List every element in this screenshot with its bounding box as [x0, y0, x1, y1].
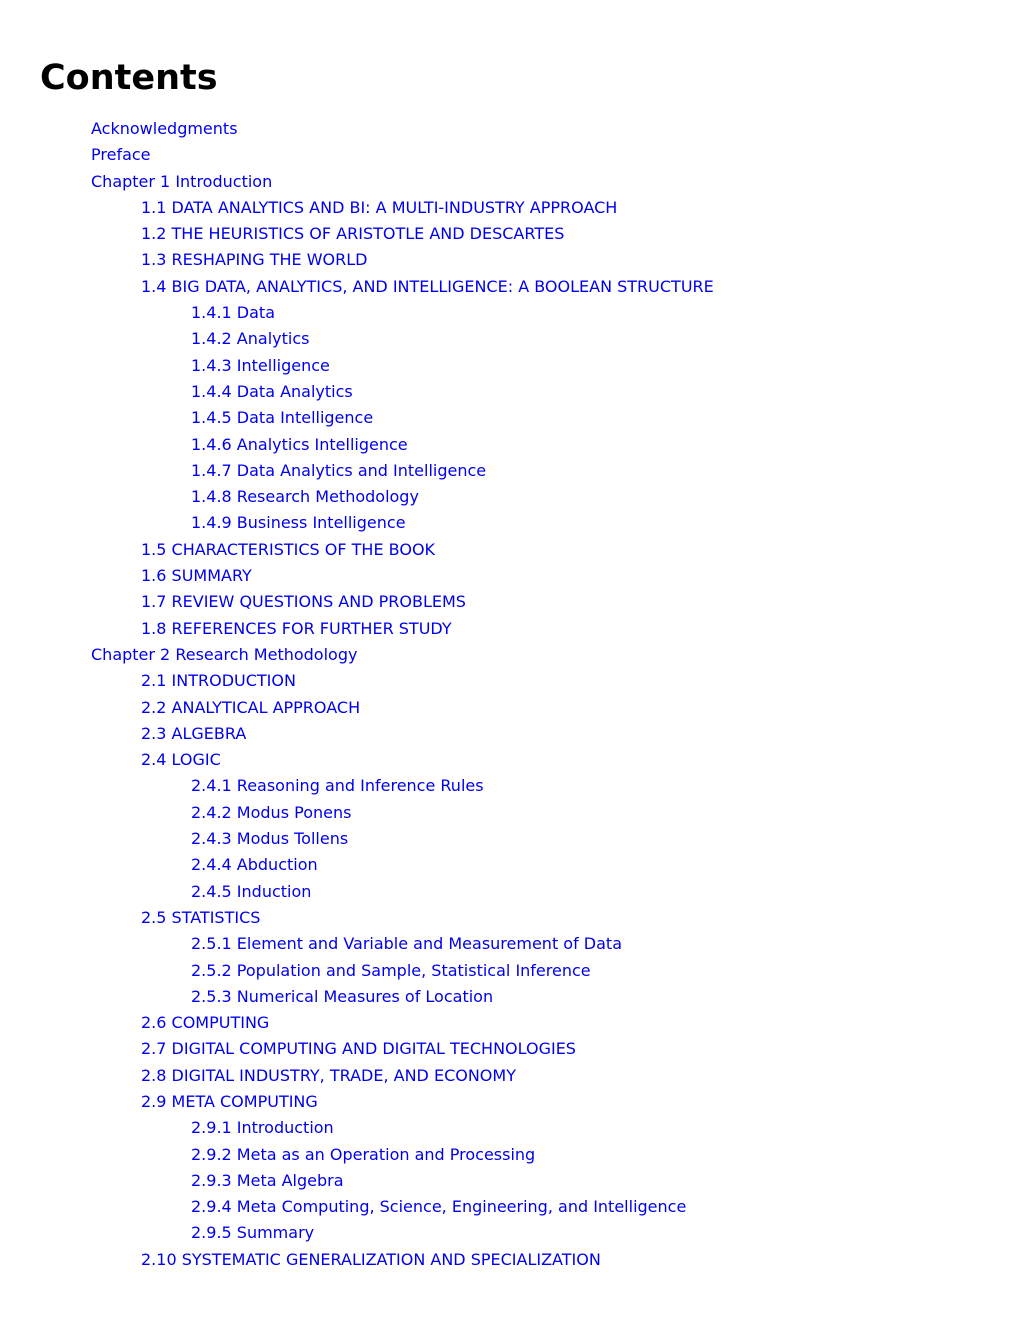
page-title: Contents	[40, 58, 218, 98]
toc-item	[0, 195, 1020, 221]
toc-item	[0, 300, 1020, 326]
toc-link[interactable]: 1.4.3 Intelligence	[191, 355, 330, 375]
toc-item	[0, 984, 1020, 1010]
toc-link[interactable]: 1.5 CHARACTERISTICS OF THE BOOK	[141, 539, 436, 559]
toc-link[interactable]: 1.7 REVIEW QUESTIONS AND PROBLEMS	[141, 592, 466, 612]
toc-item	[0, 169, 1020, 195]
toc-item	[0, 1089, 1020, 1115]
toc-item	[0, 958, 1020, 984]
toc-link[interactable]: 1.8 REFERENCES FOR FURTHER STUDY	[141, 618, 452, 638]
toc-item	[0, 852, 1020, 878]
toc-item	[0, 484, 1020, 510]
toc-item	[0, 800, 1020, 826]
toc-item	[0, 563, 1020, 589]
toc-link[interactable]: 2.9.3 Meta Algebra	[191, 1170, 344, 1190]
toc-item	[0, 589, 1020, 615]
toc-link[interactable]: 2.4.2 Modus Ponens	[191, 802, 352, 822]
toc-link[interactable]: 2.3 ALGEBRA	[141, 723, 247, 743]
toc-link[interactable]: 2.2 ANALYTICAL APPROACH	[141, 697, 361, 717]
toc-link[interactable]: 1.3 RESHAPING THE WORLD	[141, 250, 368, 270]
toc-link[interactable]: Chapter 2 Research Methodology	[91, 644, 358, 664]
toc-item	[0, 616, 1020, 642]
toc-item	[0, 695, 1020, 721]
toc-item	[0, 773, 1020, 799]
toc-link[interactable]: 2.7 DIGITAL COMPUTING AND DIGITAL TECHNOLOGIES	[141, 1039, 576, 1059]
toc-item	[0, 247, 1020, 273]
toc-link[interactable]: 2.1 INTRODUCTION	[141, 671, 296, 691]
toc-link[interactable]: 1.4.9 Business Intelligence	[191, 513, 406, 533]
toc-item	[0, 1063, 1020, 1089]
toc-link[interactable]: Preface	[91, 145, 151, 165]
toc-item	[0, 1168, 1020, 1194]
toc-item	[0, 353, 1020, 379]
toc-item	[0, 642, 1020, 668]
toc-item	[0, 826, 1020, 852]
toc-link[interactable]: 1.6 SUMMARY	[141, 566, 252, 586]
toc-link[interactable]: 2.4.4 Abduction	[191, 855, 318, 875]
toc-link[interactable]: 2.5.2 Population and Sample, Statistical Inference	[191, 960, 591, 980]
toc-item	[0, 1115, 1020, 1141]
toc-item	[0, 721, 1020, 747]
toc-item	[0, 432, 1020, 458]
toc-item	[0, 1247, 1020, 1273]
toc-link[interactable]: 2.4.5 Induction	[191, 881, 312, 901]
toc-link[interactable]: 2.10 SYSTEMATIC GENERALIZATION AND SPECIALIZATION	[141, 1249, 601, 1269]
toc-link[interactable]: 1.4 BIG DATA, ANALYTICS, AND INTELLIGENCE: A BOOLEAN STRUCTURE	[141, 276, 714, 296]
toc-link[interactable]: 2.4.1 Reasoning and Inference Rules	[191, 776, 484, 796]
toc-item	[0, 379, 1020, 405]
toc-link[interactable]: 1.4.2 Analytics	[191, 329, 310, 349]
toc-link[interactable]: 1.4.6 Analytics Intelligence	[191, 434, 408, 454]
toc-link[interactable]: 1.1 DATA ANALYTICS AND BI: A MULTI-INDUSTRY APPROACH	[141, 197, 618, 217]
toc-item	[0, 1194, 1020, 1220]
toc-link[interactable]: 2.9 META COMPUTING	[141, 1091, 318, 1111]
toc-link[interactable]: 1.2 THE HEURISTICS OF ARISTOTLE AND DESCARTES	[141, 224, 565, 244]
toc-item	[0, 142, 1020, 168]
toc-item	[0, 668, 1020, 694]
toc-link[interactable]: 1.4.1 Data	[191, 303, 275, 323]
toc-link[interactable]: 2.9.4 Meta Computing, Science, Engineering, and Intelligence	[191, 1197, 687, 1217]
toc-item	[0, 1036, 1020, 1062]
toc-link[interactable]: 2.9.1 Introduction	[191, 1118, 334, 1138]
toc-item	[0, 1142, 1020, 1168]
toc-item	[0, 510, 1020, 536]
toc-item	[0, 326, 1020, 352]
toc-item	[0, 747, 1020, 773]
toc-link[interactable]: 2.8 DIGITAL INDUSTRY, TRADE, AND ECONOMY	[141, 1065, 516, 1085]
toc-item	[0, 931, 1020, 957]
table-of-contents	[0, 116, 1020, 1273]
toc-item	[0, 537, 1020, 563]
toc-item	[0, 221, 1020, 247]
toc-link[interactable]: 2.4 LOGIC	[141, 750, 221, 770]
toc-item	[0, 905, 1020, 931]
toc-item	[0, 458, 1020, 484]
toc-item	[0, 879, 1020, 905]
toc-link[interactable]: 2.4.3 Modus Tollens	[191, 829, 349, 849]
toc-link[interactable]: 2.9.5 Summary	[191, 1223, 315, 1243]
toc-link[interactable]: Chapter 1 Introduction	[91, 171, 273, 191]
toc-link[interactable]: Acknowledgments	[91, 119, 238, 138]
toc-link[interactable]: 1.4.8 Research Methodology	[191, 487, 419, 507]
toc-link[interactable]: 1.4.4 Data Analytics	[191, 381, 353, 401]
toc-item	[0, 1220, 1020, 1246]
toc-item	[0, 274, 1020, 300]
toc-link[interactable]: 2.9.2 Meta as an Operation and Processing	[191, 1144, 536, 1164]
toc-link[interactable]: 1.4.7 Data Analytics and Intelligence	[191, 460, 487, 480]
toc-item	[0, 405, 1020, 431]
toc-link[interactable]: 2.5.1 Element and Variable and Measurement of Data	[191, 934, 623, 954]
toc-item	[0, 1010, 1020, 1036]
toc-link[interactable]: 2.6 COMPUTING	[141, 1013, 270, 1033]
toc-link[interactable]: 2.5 STATISTICS	[141, 907, 261, 927]
toc-item	[0, 116, 1020, 142]
toc-link[interactable]: 2.5.3 Numerical Measures of Location	[191, 986, 494, 1006]
toc-link[interactable]: 1.4.5 Data Intelligence	[191, 408, 374, 428]
